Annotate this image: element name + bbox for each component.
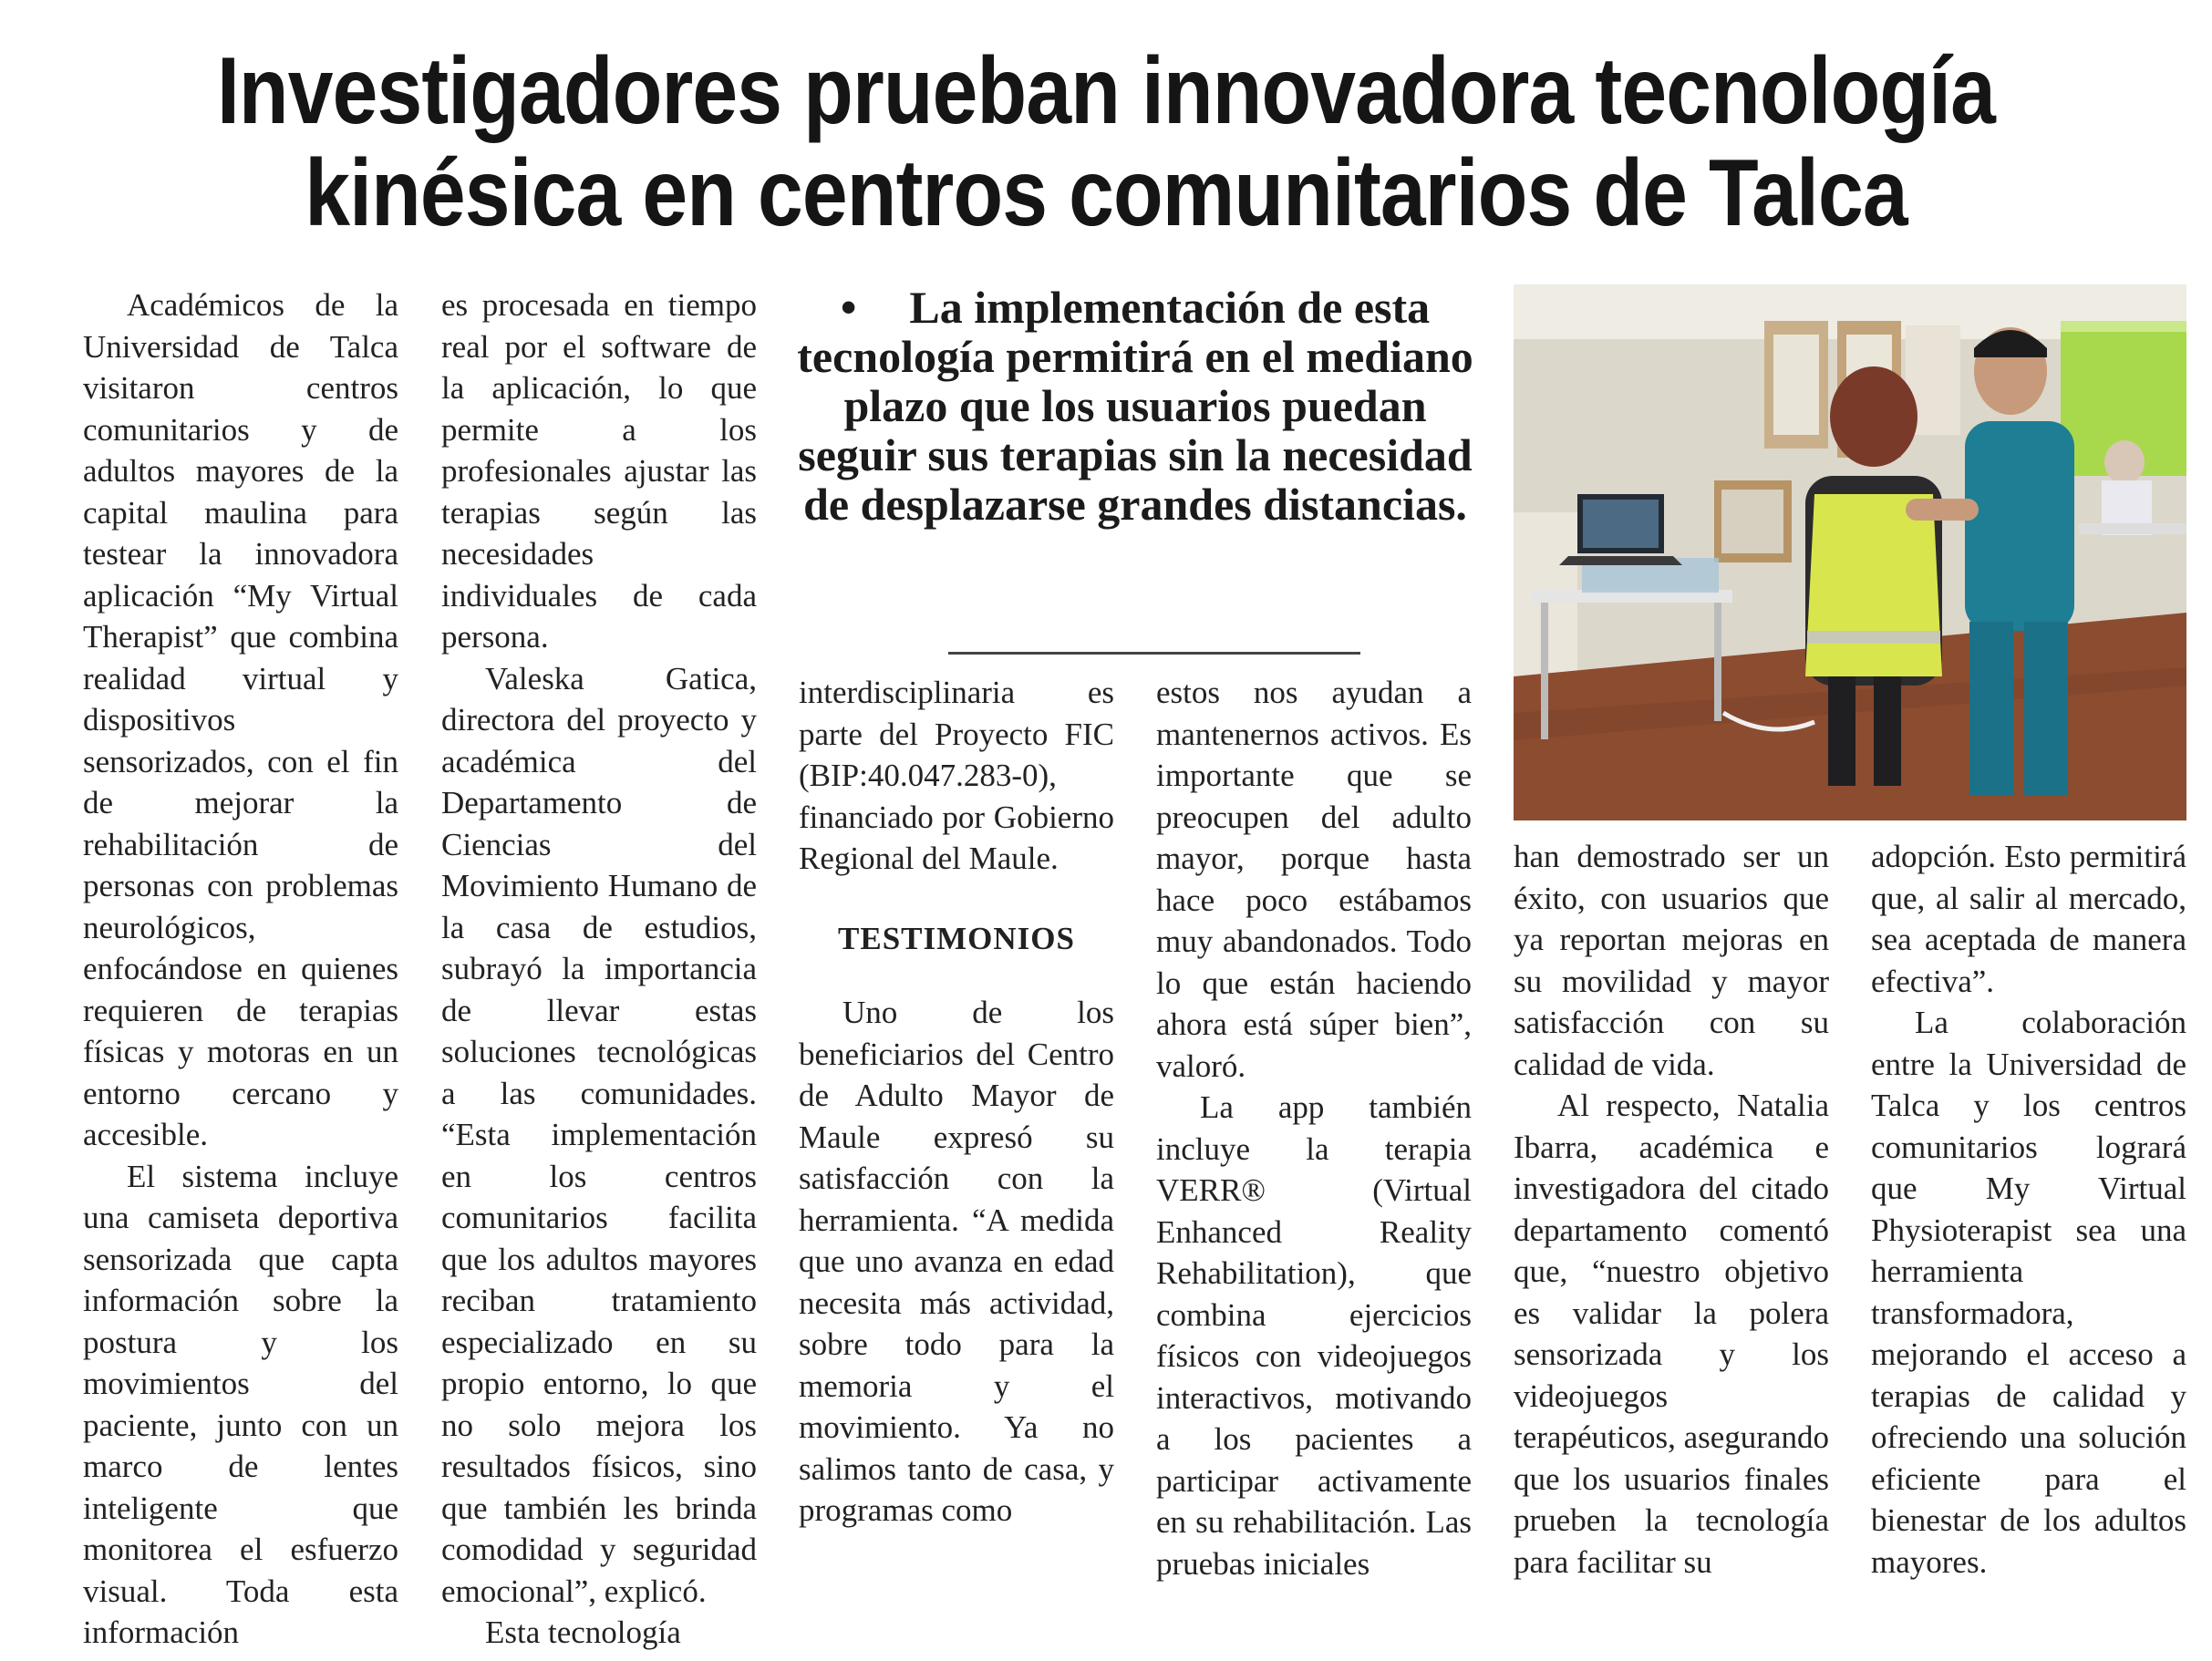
photo-person-hair — [1830, 366, 1917, 467]
pull-quote-text: La implementación de esta tecnología permitirá en el mediano plazo que los usuarios puedan seguir sus terapias sin la necesidad de desplazarse grandes distancias. — [797, 282, 1473, 530]
pull-quote-divider — [948, 652, 1360, 655]
paragraph: es procesada en tiempo real por el software de la aplicación, lo que permite a los profesionales ajustar las terapias según las necesidades individuales de cada persona. — [441, 287, 757, 655]
photo-laptop-base — [1559, 556, 1682, 565]
paragraph: La app también incluye la terapia VERR® (Virtual Enhanced Reality Rehabilitation), que combina ejercicios físicos con videojuegos interactivos, motivando a los pacientes a participar activamente en su rehabilitación. Las pruebas iniciales — [1156, 1089, 1472, 1582]
article-column-1 — [83, 284, 398, 1654]
pull-quote — [793, 283, 1477, 529]
photo-arm — [1906, 499, 1979, 521]
bullet-icon: • — [840, 282, 857, 333]
paragraph: han demostrado ser un éxito, con usuarios que ya reportan mejoras en su movilidad y mayor satisfacción con su calidad de vida. — [1514, 839, 1829, 1082]
paragraph: Al respecto, Natalia Ibarra, académica e investigadora del citado departamento comentó que, “nuestro objetivo es validar la polera sensorizada y los videojuegos terapéuticos, asegurando que los usuarios finales prueben la tecnología para facilitar su — [1514, 1088, 1829, 1580]
headline-line-2: kinésica en centros comunitarios de Talca — [305, 140, 1907, 246]
paragraph: El sistema incluye una camiseta deportiva sensorizada que capta información sobre la postura y los movimientos del paciente, junto con un marco de lentes inteligente que monitorea el esfuerzo visual. Toda esta información — [83, 1158, 398, 1650]
article-column-3 — [799, 672, 1114, 1532]
paragraph: estos nos ayudan a mantenernos activos. Es importante que se preocupen del adulto mayor, porque hasta hace poco estábamos muy abandonados. Todo lo que están haciendo ahora está súper bien”, valoró. — [1156, 675, 1472, 1084]
article-column-2 — [441, 284, 757, 1654]
paragraph: Esta tecnología — [485, 1615, 681, 1650]
paragraph: interdisciplinaria es parte del Proyecto FIC (BIP:40.047.283-0), financiado por Gobierno Regional del Maule. — [799, 675, 1114, 876]
photo-safety-vest — [1805, 494, 1942, 676]
photo-illustration — [1514, 284, 2186, 820]
paragraph: Académicos de la Universidad de Talca visitaron centros comunitarios y de adultos mayores de la capital maulina para testear la innovadora aplicación “My Virtual Therapist” que combina realidad virtual y dispositivos sensorizados, con el fin de mejorar la rehabilitación de personas con problemas neurológicos, enfocándose en quienes requieren de terapias físicas y motoras en un entorno cercano y accesible. — [83, 287, 398, 1152]
paragraph: adopción. Esto permitirá que, al salir al mercado, sea aceptada de manera efectiva”. — [1871, 839, 2186, 999]
article-column-6 — [1871, 836, 2186, 1583]
article-photo — [1514, 284, 2186, 820]
paragraph: Valeska Gatica, directora del proyecto y académica del Departamento de Ciencias del Movimiento Humano de la casa de estudios, subrayó la importancia de llevar estas soluciones tecnológicas a las comunidades. “Esta implementación en los centros comunitarios facilita que los adultos mayores reciban tratamiento especializado en su propio entorno, lo que no solo mejora los resultados físicos, sino que también les brinda comodidad y seguridad emocional”, explicó. — [441, 660, 757, 1609]
photo-scrubs — [1965, 421, 2074, 631]
photo-desk — [2079, 523, 2186, 534]
paragraph: Uno de los beneficiarios del Centro de Adulto Mayor de Maule expresó su satisfacción con la herramienta. “A medida que uno avanza en edad necesita más actividad, sobre todo para la memoria y el movimiento. Ya no salimos tanto de casa, y programas como — [799, 995, 1114, 1528]
headline — [155, 40, 2057, 244]
photo-person-seated — [2104, 440, 2145, 484]
article-column-4 — [1156, 672, 1472, 1584]
section-subhead: TESTIMONIOS — [838, 920, 1075, 956]
paragraph: La colaboración entre la Universidad de Talca y los centros comunitarios logrará que My Virtual Physioterapist sea una herramienta transformadora, mejorando el acceso a terapias de calidad y ofreciendo una solución eficiente para el bienestar de los adultos mayores. — [1871, 1005, 2186, 1580]
article-column-5 — [1514, 836, 1829, 1583]
headline-line-1: Investigadores prueban innovadora tecnología — [216, 38, 1996, 144]
